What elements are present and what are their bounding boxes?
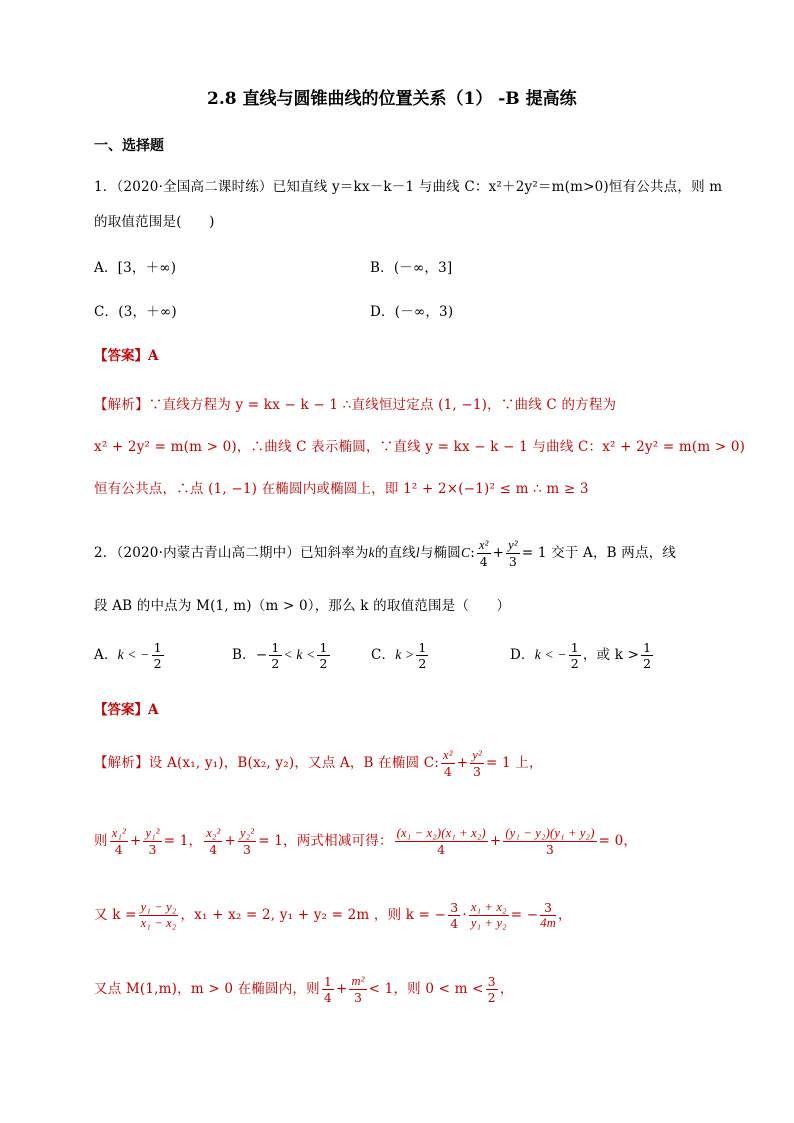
q1-option-d: D．(－∞，3) — [370, 304, 454, 320]
q2-option-d: D．k < − $\frac{1}{2}$ ，或 k > $\frac{1}{2}$ — [510, 640, 652, 671]
q2-stem-line2: 段 AB 的中点为 M(1, m)（m > 0），那么 k 的取值范围是（ ） — [94, 598, 511, 614]
q1-option-b: B．(－∞，3] — [370, 260, 453, 276]
q2-stem-line1: 2．（2020·内蒙古青山高二期中）已知斜率为k的直线l与椭圆C: $\frac{\text{x²}}{4}$ + $\frac{\text{y²}}{3}$ = 1 交于 A，B 两点，线 — [94, 538, 677, 569]
q1-analysis-line3: 恒有公共点，∴点 (1, −1) 在椭圆内或椭圆上，即 1² + 2×(−1)² ≤ m ∴ m ≥ 3 — [94, 481, 589, 497]
q2-option-a: A．k < − $\frac{1}{2}$ — [94, 640, 162, 671]
q1-option-c: C．(3，＋∞) — [94, 304, 177, 320]
q2-analysis-line3: 又 k = $\frac{\text{y₁ − y₂}}{\text{x₁ − x₂}}$ ，x₁ + x₂ = 2, y₁ + y₂ = 2m ，则 k = − $\frac{3}{4}$ · $\frac{\text{x₁ + x₂}}{\text{y₁ + y₂}}$ = − $\frac{3}{4m}$ ， — [94, 900, 572, 931]
q2-option-b: B．− $\frac{1}{2}$ < k < $\frac{1}{2}$ — [232, 640, 328, 671]
q1-analysis-line1: 【解析】∵直线方程为 y = kx − k − 1 ∴直线恒过定点 (1, −1)，∵曲线 C 的方程为 — [94, 397, 617, 413]
q1-stem-line2: 的取值范围是( ) — [94, 214, 215, 230]
fraction-y2-over-3: $\frac{\text{y²}}{3}$ — [508, 538, 518, 569]
fraction-x2-over-4: $\frac{\text{x²}}{4}$ — [478, 538, 489, 569]
q2-answer: 【答案】A — [94, 702, 159, 718]
section-heading: 一、选择题 — [94, 138, 164, 154]
q2-option-c: C．k > $\frac{1}{2}$ — [371, 640, 427, 671]
q1-answer: 【答案】A — [94, 348, 159, 364]
q1-option-a: A．[3，＋∞) — [94, 260, 177, 276]
page-title: 2.8 直线与圆锥曲线的位置关系（1） -B 提高练 — [207, 89, 577, 109]
q2-analysis-line1: 【解析】设 A(x₁, y₁)，B(x₂, y₂)，又点 A，B 在椭圆 C: $\frac{\text{x²}}{4}$ + $\frac{\text{y²}}{3}$ = 1 上， — [94, 748, 543, 779]
q2-analysis-line4: 又点 M(1,m)，m > 0 在椭圆内，则 $\frac{1}{4}$ + $\frac{\text{m²}}{3}$ < 1，则 0 < m < $\frac{3}{2}$ ， — [94, 974, 514, 1005]
q2-analysis-line2: 则 $\frac{\text{x₁²}}{4}$ + $\frac{\text{y₁²}}{3}$ = 1， $\frac{\text{x₂²}}{4}$ + $\frac{\text{y₂²}}{3}$ = 1，两式相减可得： $\frac{\text{(x₁ − x₂)(x₁ + x₂)}}{4}$ + $\frac{\text{(y₁ − y₂)(y₁ + y₂)}}{3}$ = 0， — [94, 826, 638, 857]
q1-stem-line1: 1．（2020·全国高二课时练）已知直线 y＝kx－k－1 与曲线 C：x²＋2y²＝m(m>0)恒有公共点，则 m — [94, 179, 723, 195]
q1-analysis-line2: x² + 2y² = m(m > 0)，∴曲线 C 表示椭圆，∵直线 y = kx − k − 1 与曲线 C：x² + 2y² = m(m > 0) — [94, 439, 746, 455]
